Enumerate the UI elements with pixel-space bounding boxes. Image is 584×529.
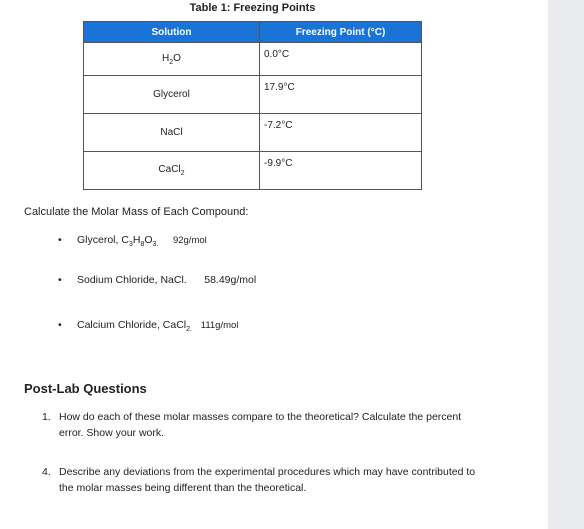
- question-number: 4.: [42, 466, 51, 478]
- table-row: [84, 76, 422, 114]
- column-header-solution: Solution: [84, 22, 260, 43]
- question-text: Describe any deviations from the experimental procedures which may have contributed to the molar masses being different than the theoretical.: [59, 466, 476, 494]
- bullet-icon: •: [58, 234, 62, 246]
- molar-mass-answer: 58.49g/mol: [204, 274, 257, 286]
- bullet-icon: •: [58, 319, 62, 331]
- table-row: [84, 152, 422, 190]
- table-row: [84, 114, 422, 152]
- question-item: [42, 409, 482, 441]
- freezing-point-cell: -9.9°C: [260, 152, 422, 190]
- column-header-freezing-point: Freezing Point (°C): [260, 22, 422, 43]
- molar-mass-answer: 111g/mol: [200, 320, 239, 331]
- compound-text: Glycerol, $C_3H_8O_{3.}$ 92g/mol: [77, 234, 207, 249]
- freezing-points-table: [83, 21, 422, 190]
- question-text: How do each of these molar masses compare to the theoretical? Calculate the percent error. Show your work.: [59, 411, 462, 439]
- post-lab-heading: Post-Lab Questions: [24, 381, 147, 396]
- compound-text: Calcium Chloride, CaCl$_{2.}$ 111g/mol: [77, 319, 239, 334]
- freezing-point-cell: 17.9°C: [260, 76, 422, 114]
- molar-mass-answer: 92g/mol: [172, 235, 207, 246]
- freezing-point-cell: 0.0°C: [260, 43, 422, 76]
- table-caption: Table 1: Freezing Points: [189, 2, 316, 14]
- freezing-point-cell: -7.2°C: [260, 114, 422, 152]
- compound-text: Sodium Chloride, NaCl. 58.49g/mol: [77, 274, 257, 286]
- solution-cell: NaCl: [84, 114, 260, 152]
- solution-cell: Glycerol: [84, 76, 260, 114]
- solution-cell: CaCl$_2$: [84, 152, 260, 190]
- question-item: [42, 464, 482, 496]
- table-row: [84, 43, 422, 76]
- solution-cell: $H_2O$: [84, 43, 260, 76]
- bullet-icon: •: [58, 274, 62, 286]
- table-header-row: [84, 22, 422, 43]
- question-number: 1.: [42, 411, 51, 423]
- molar-mass-intro: Calculate the Molar Mass of Each Compound:: [24, 206, 249, 218]
